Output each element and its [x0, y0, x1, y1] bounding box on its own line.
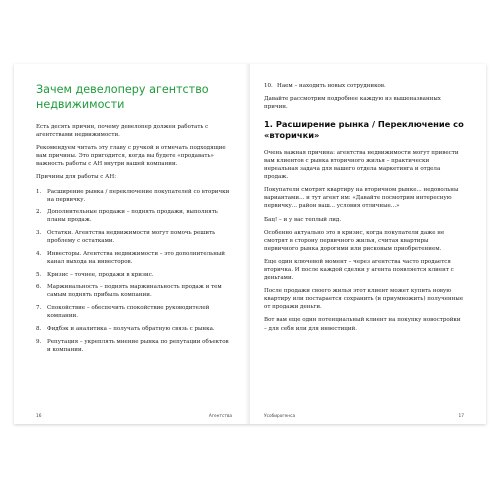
book-spread	[14, 64, 486, 424]
section-heading: 1. Расширение рынка / Переключение со «вторички»	[264, 118, 464, 140]
list-item-number: 3.	[36, 230, 42, 237]
right-page-content	[264, 82, 464, 338]
list-item-text: Наем – находить новых сотрудников.	[277, 83, 386, 89]
list-item-number: 6.	[36, 284, 42, 291]
list-item-number: 8.	[36, 325, 42, 332]
list-item-number: 4.	[36, 250, 42, 257]
running-title: Усобирогенса	[264, 414, 296, 419]
list-item-text: Кризис – точнее, продажи в кризис.	[47, 271, 154, 278]
left-page	[14, 64, 250, 424]
reasons-list-continued	[264, 82, 464, 90]
list-item-text: Инвесторы. Агентства недвижимости – это дополнительный канал выхода на инвесторов.	[47, 250, 226, 265]
chapter-title: Зачем девелоперу агентство недвижимости	[36, 83, 209, 111]
right-page	[250, 64, 486, 424]
list-item-number: 10.	[264, 83, 273, 89]
list-item-text: Дополнительные продажи – поднять продажи, выполнять планы продаж.	[47, 209, 218, 224]
body-paragraph: После продажи своего жилья этот клиент может купить новую квартиру или постарается сохранить (и приумножить) полученные от продажи деньги.	[264, 288, 464, 311]
intro-paragraph: Причины для работы с АН:	[36, 174, 117, 181]
lead-paragraph: Давайте рассмотрим подробнее каждую из вышеназванных причин.	[264, 95, 441, 110]
intro-paragraph: Есть десять причин, почему девелопер должен работать с агентствами недвижимости.	[36, 124, 209, 139]
list-item-text: Остатки. Агентства недвижимости могут помочь решить проблему с остатками.	[47, 230, 216, 245]
intro-paragraph: Рекомендуем читать эту главу с ручкой и отмечать подходящие вам причины. Это пригодится, когда вы будете «продавать» важность работы с АН внутри вашей компании.	[36, 145, 226, 168]
left-page-content	[36, 82, 232, 358]
list-item	[36, 304, 232, 320]
list-item	[36, 229, 232, 245]
list-item-number: 5.	[36, 271, 42, 278]
list-item-text: Спокойствие – обеспечить спокойствие руководителей компании.	[47, 305, 210, 320]
body-paragraph: Еще один ключевой момент – через агентства часто продается вторичка. И после каждой сделки у агента появляется клиент с деньгами.	[264, 258, 454, 282]
list-item	[36, 338, 232, 354]
list-item-text: Расширение рынка / переключение покупателей со вторички на первичку.	[47, 188, 230, 203]
page-number: 17	[458, 414, 464, 419]
body-paragraph: Очень важная причина: агентства недвижимости могут привести вам клиентов с рынка вторичного жилья – практически нереальная задача для вашего отдела маркетинга и отдела продаж.	[264, 149, 459, 181]
list-item-number: 1.	[36, 188, 42, 195]
list-item	[36, 325, 232, 333]
list-item-text: Репутация – укреплять мнение рынка по репутации объектов и компании.	[47, 338, 229, 353]
body-paragraph: Вот вам еще один потенциальный клиент на покупку новостройки – для себя или для инвестиций.	[264, 317, 461, 332]
list-item-text: Маржинальность – поднять маржинальность продаж и тем самым поднять прибыль компании.	[47, 284, 222, 299]
list-item-text: Фидбэк и аналитика – получать обратную связь с рынка.	[47, 325, 215, 332]
body-paragraph: Особенно актуально это в кризис, когда покупатели даже не смотрят в сторону первичного жилья, считая квартиры первичного рынка дорогими или рисковым приобретением.	[264, 229, 445, 252]
body-paragraph: Покупатели смотрят квартиру на вторичном рынке... недовольны вариантами... и тут агент им: «Давайте посмотрим интересную первичку... район ваш... условия отличные...»	[264, 187, 459, 210]
list-item	[36, 250, 232, 266]
list-item	[36, 208, 232, 224]
list-item	[36, 271, 232, 279]
reasons-list	[36, 188, 232, 354]
list-item-number: 7.	[36, 305, 42, 312]
list-item	[36, 283, 232, 299]
list-item-number: 9.	[36, 338, 42, 345]
list-item	[264, 82, 464, 90]
page-number: 16	[36, 414, 42, 419]
list-item	[36, 188, 232, 204]
list-item-number: 2.	[36, 209, 42, 216]
body-paragraph: Бац! – и у вас теплый лид.	[264, 216, 342, 223]
running-title: Агентства	[208, 414, 232, 419]
